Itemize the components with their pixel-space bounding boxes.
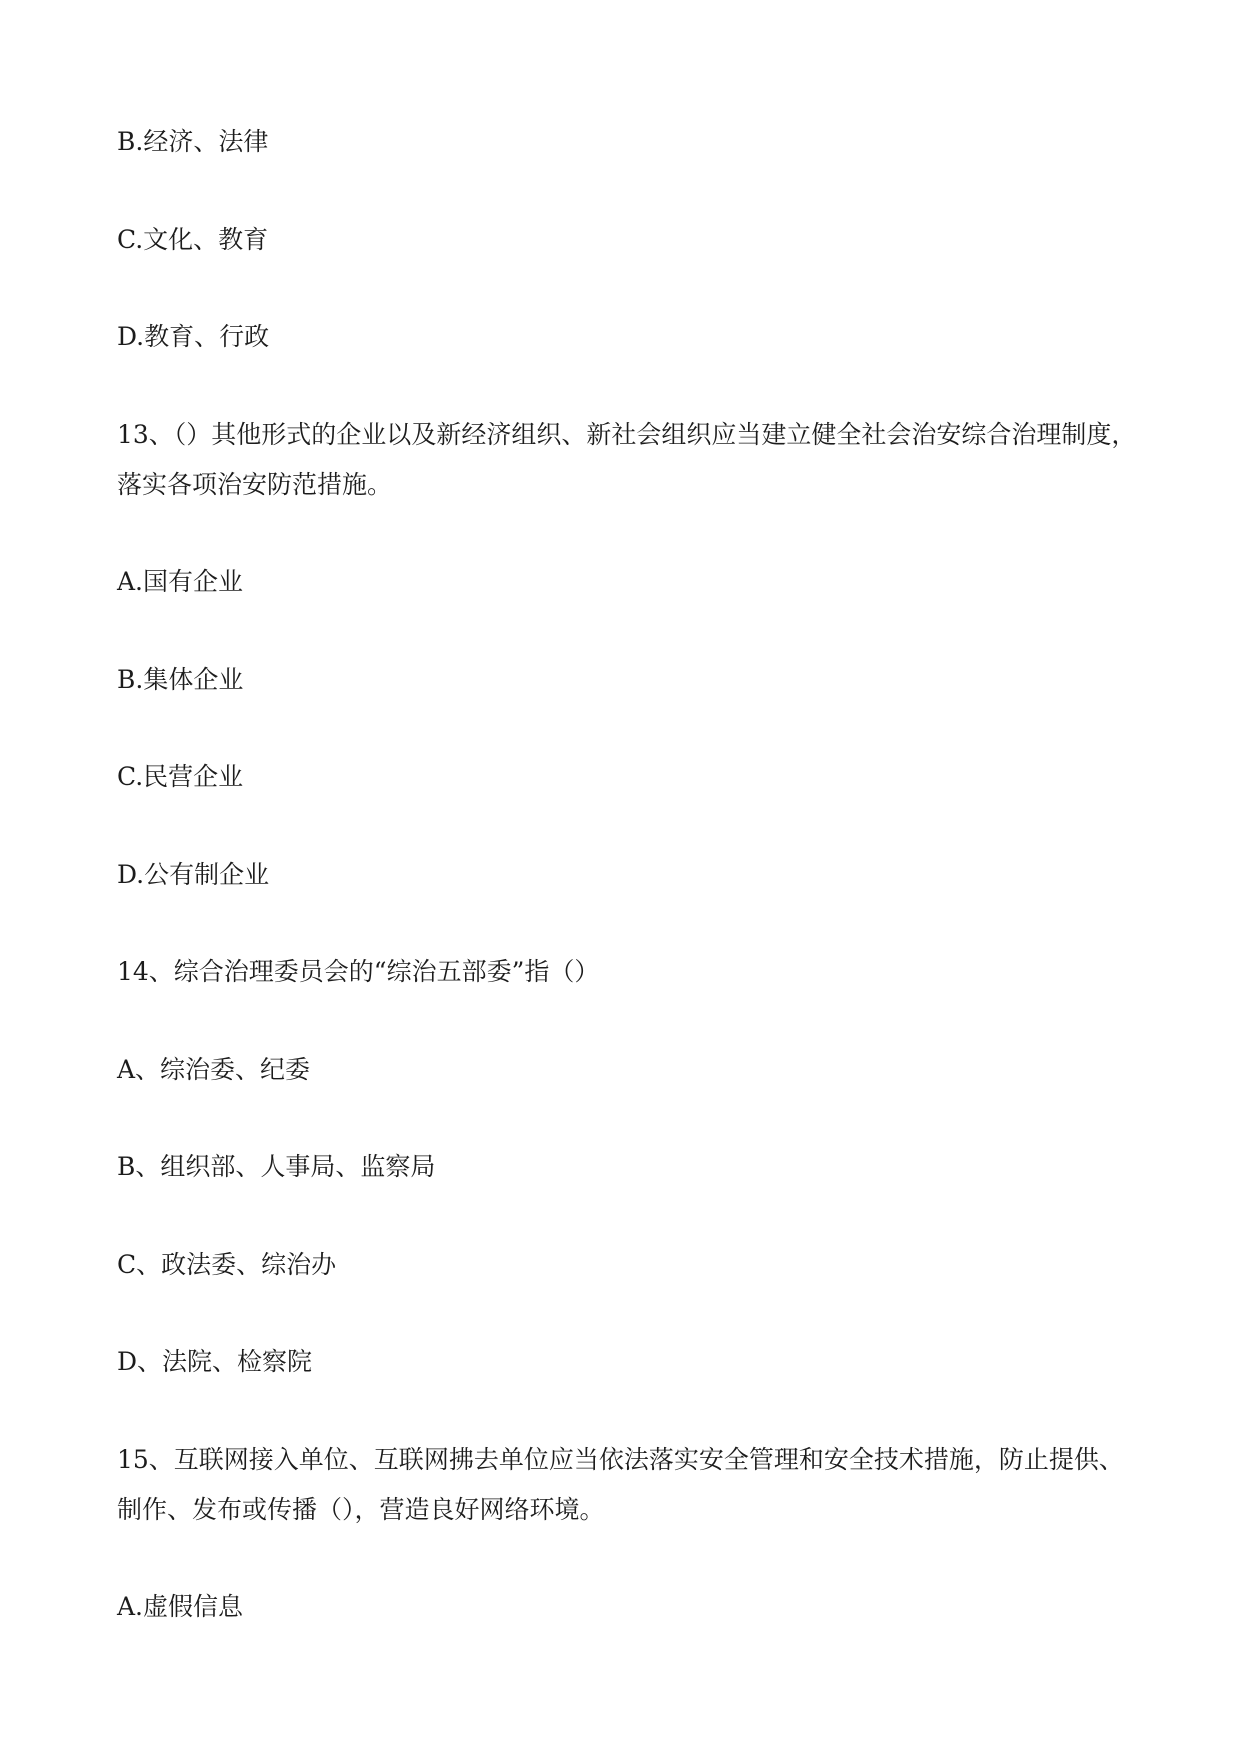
option-text: D.教育、行政	[117, 322, 270, 351]
option-text: B.经济、法律	[117, 127, 269, 156]
question-stem-line: 14、综合治理委员会的“综治五部委”指（）	[117, 957, 600, 986]
option-item	[117, 1055, 1180, 1085]
option-item	[117, 1250, 1180, 1280]
option-text: D.公有制企业	[117, 859, 270, 889]
option-item	[117, 1347, 1180, 1377]
option-text: C、政法委、综治办	[117, 1249, 337, 1279]
option-text: B.集体企业	[117, 664, 244, 694]
option-item	[117, 127, 1180, 157]
option-text: A、综治委、纪委	[117, 1054, 311, 1084]
option-item	[117, 225, 1180, 255]
question-stem	[117, 420, 1180, 500]
option-item	[117, 322, 1180, 352]
option-item	[117, 762, 1180, 792]
option-item	[117, 567, 1180, 597]
question-stem-line: 13、（）其他形式的企业以及新经济组织、新社会组织应当建立健全社会治安综合治理制度，	[117, 419, 1137, 449]
question-stem-line: 制作、发布或传播（），营造良好网络环境。	[117, 1494, 605, 1524]
question-stem-line: 15、互联网接入单位、互联网拂去单位应当依法落实安全管理和安全技术措施，防止提供、	[117, 1444, 1124, 1474]
option-text: A.国有企业	[117, 567, 244, 596]
option-text: B、组织部、人事局、监察局	[117, 1152, 436, 1181]
option-text: C.文化、教育	[117, 224, 269, 254]
question-stem	[117, 957, 1180, 987]
option-text: A.虚假信息	[117, 1592, 244, 1621]
option-text: D、法院、检察院	[117, 1347, 313, 1376]
option-text: C.民营企业	[117, 762, 244, 791]
option-item	[117, 665, 1180, 695]
question-stem	[117, 1445, 1180, 1525]
option-item	[117, 1152, 1180, 1182]
question-stem-line: 落实各项治安防范措施。	[117, 469, 393, 499]
option-item	[117, 1592, 1180, 1622]
option-item	[117, 860, 1180, 890]
